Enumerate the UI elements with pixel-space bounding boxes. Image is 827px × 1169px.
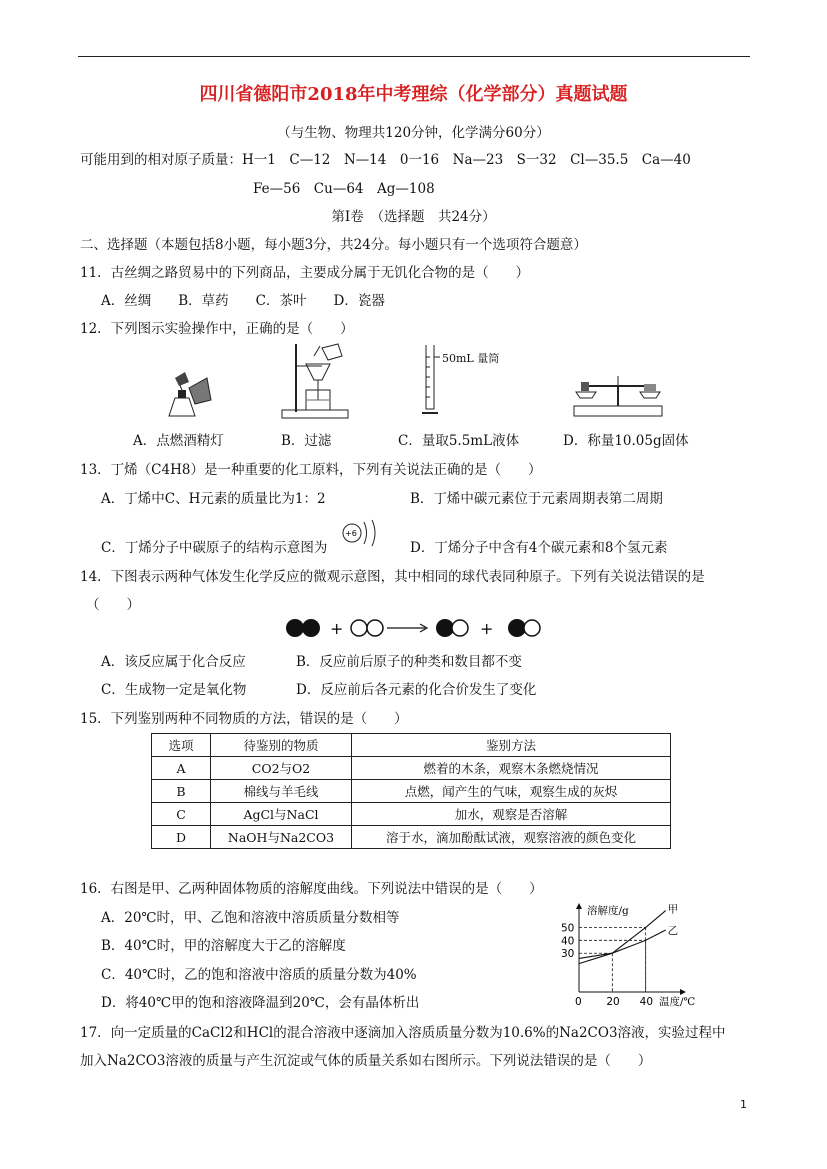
table-row [152,826,671,849]
q13-option-d: D．丁烯分子中含有4个碳元素和8个氢元素 [410,540,668,556]
q14-option-a: A．该反应属于化合反应 [101,654,246,670]
table-header-cell: 鉴别方法 [352,734,671,757]
q16-option-c: C．40℃时，乙的饱和溶液中溶质的质量分数为40% [101,967,417,983]
page-title: 四川省德阳市2018年中考理综（化学部分）真题试题 [199,84,628,105]
table-cell: B [152,780,211,803]
table-cell: 点燃，闻产生的气味，观察生成的灰烬 [352,780,671,803]
q17-line1: 17．向一定质量的CaCl2和HCl的混合溶液中逐滴加入溶质质量分数为10.6%的Na2CO3溶液，实验过程中 [80,1025,726,1041]
table-cell: 燃着的木条，观察木条燃烧情况 [352,757,671,780]
q12-option-a: A．点燃酒精灯 [133,433,224,449]
molecule-atom [524,620,540,636]
section-instructions: 二、选择题（本题包括8小题，每小题3分，共24分。每小题只有一个选项符合题意） [80,237,587,253]
x-tick-label: 20 [606,996,620,1008]
molecule-atom [367,620,383,636]
filtration-figure [278,342,358,422]
x-axis-label: 温度/℃ [659,996,696,1008]
subtitle: （与生物、物理共120分钟，化学满分60分） [277,125,550,141]
table-cell: CO2与O2 [211,757,352,780]
q14-stem: 14．下图表示两种气体发生化学反应的微观示意图，其中相同的球代表同种原子。下列有关说法错误的是 [80,569,705,585]
q12-option-c: C．量取5.5mL液体 [398,433,520,449]
table-cell: A [152,757,211,780]
q14-option-b: B．反应前后原子的种类和数目都不变 [296,654,522,670]
solubility-chart [555,902,715,1010]
reaction-plus-1: + [330,619,344,638]
table-cell: 加水，观察是否溶解 [352,803,671,826]
table-row [152,803,671,826]
q16-option-a: A．20℃时，甲、乙饱和溶液中溶质质量分数相等 [101,910,400,926]
q14-paren: （ ） [86,597,140,613]
reaction-plus-2: + [480,619,494,638]
atomic-masses-line1: 可能用到的相对原子质量：H一1 C—12 N—14 0一16 Na—23 S一32 Cl—35.5 Ca—40 [80,152,691,168]
section-title: 第Ⅰ卷 （选择题 共24分） [331,209,496,225]
q11-stem: 11．古丝绸之路贸易中的下列商品，主要成分属于无饥化合物的是（ ） [80,265,530,281]
y-tick-label: 40 [561,935,575,948]
q16-stem: 16．右图是甲、乙两种固体物质的溶解度曲线。下列说法中错误的是（ ） [80,881,543,897]
table-row [152,757,671,780]
q17-line2: 加入Na2CO3溶液的质量与产生沉淀或气体的质量关系如右图所示。下列说法错误的是（ ） [80,1053,652,1069]
q15-stem: 15．下列鉴别两种不同物质的方法，错误的是（ ） [80,711,408,727]
series-label: 乙 [667,924,679,937]
table-header-cell: 待鉴别的物质 [211,734,352,757]
molecule-atom [351,620,367,636]
q13-option-b: B．丁烯中碳元素位于元素周期表第二周期 [410,491,663,507]
y-axis-label: 溶解度/g [587,905,629,917]
measuring-cylinder-figure [420,343,440,418]
table-header-cell: 选项 [152,734,211,757]
x-tick-label: 40 [639,996,654,1008]
q14-option-c: C．生成物一定是氧化物 [101,682,247,698]
page-number: 1 [740,1098,747,1111]
table-cell: D [152,826,211,849]
table-cell: C [152,803,211,826]
balance-figure [568,370,668,420]
q14-option-d: D．反应前后各元素的化合价发生了变化 [296,682,537,698]
table-cell: NaOH与Na2CO3 [211,826,352,849]
atomic-masses-line2: Fe—56 Cu—64 Ag—108 [253,181,435,197]
identification-table [151,733,671,849]
cylinder-label: 50mL 量筒 [442,352,500,365]
q13-option-a: A．丁烯中C、H元素的质量比为1：2 [101,491,326,507]
table-cell: AgCl与NaCl [211,803,352,826]
y-tick-label: 30 [561,948,575,961]
top-rule [78,56,750,57]
q12-stem: 12．下列图示实验操作中，正确的是（ ） [80,321,354,337]
table-row [152,780,671,803]
q16-option-b: B．40℃时，甲的溶解度大于乙的溶解度 [101,938,346,954]
molecule-atom [286,619,304,637]
q13-option-c: C．丁烯分子中碳原子的结构示意图为 [101,540,328,556]
carbon-atom-diagram [340,518,382,548]
q13-stem: 13．丁烯（C4H8）是一种重要的化工原料，下列有关说法正确的是（ ） [80,462,542,478]
q12-option-b: B．过滤 [281,433,332,449]
reaction-diagram [283,614,548,642]
q12-option-d: D．称量10.05g固体 [563,433,689,449]
series-line-yi [579,930,666,958]
molecule-atom [302,619,320,637]
table-cell: 溶于水，滴加酚酞试液，观察溶液的颜色变化 [352,826,671,849]
nucleus-charge: +6 [345,529,357,538]
table-cell: 棉线与羊毛线 [211,780,352,803]
x-tick-label: 0 [575,996,582,1008]
alcohol-lamp-figure [155,370,215,420]
table-header-row [152,734,671,757]
y-tick-label: 50 [561,922,575,935]
q11-options: A．丝绸 B．草药 C．茶叶 D．瓷器 [101,293,385,309]
series-label: 甲 [667,903,679,916]
q16-option-d: D．将40℃甲的饱和溶液降温到20℃，会有晶体析出 [101,995,420,1011]
molecule-atom [452,620,468,636]
